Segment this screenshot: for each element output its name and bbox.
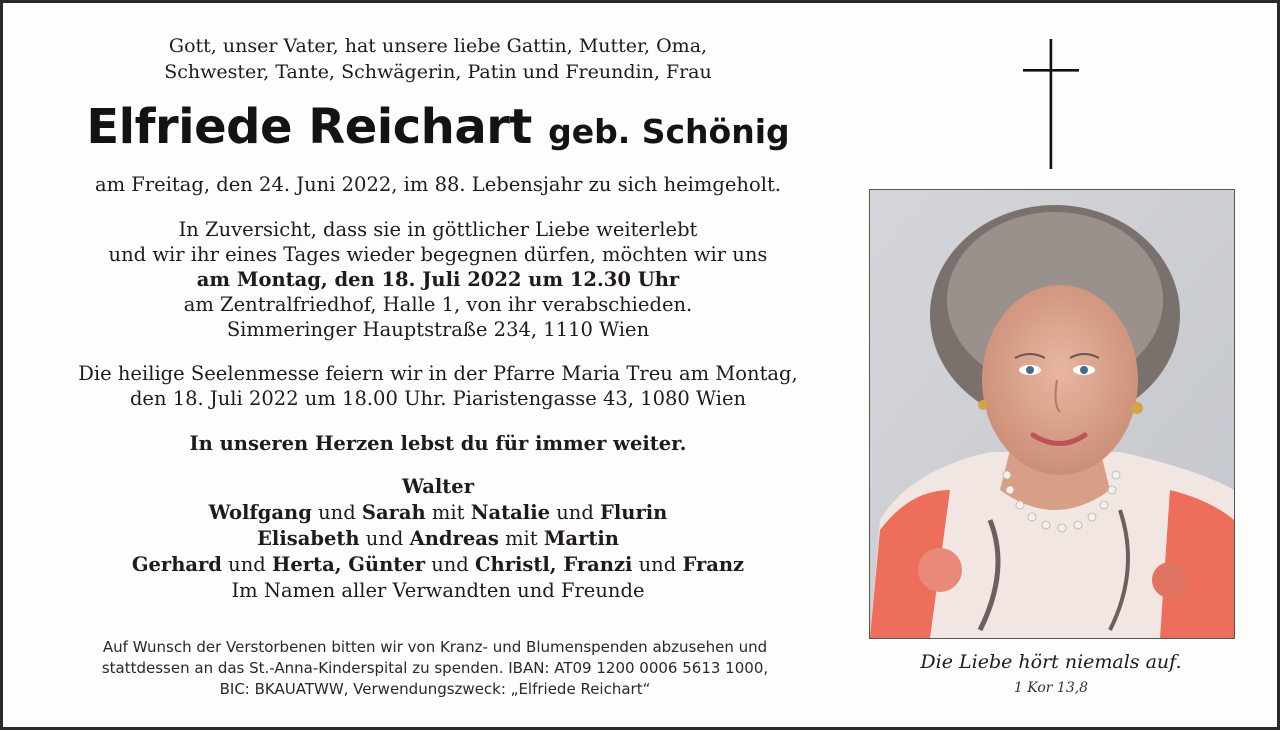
intro-line-2: Schwester, Tante, Schwägerin, Patin und Freundin, Frau <box>164 61 712 83</box>
notice-text-column <box>33 33 843 604</box>
portrait-photo <box>869 189 1235 639</box>
mourners-line-3: Elisabeth und Andreas mit Martin <box>257 527 619 550</box>
farewell-address: Simmeringer Hauptstraße 234, 1110 Wien <box>226 318 650 341</box>
footnote-line-3: BIC: BKAUATWW, Verwendungszweck: „Elfriede Reichart“ <box>219 680 651 698</box>
donation-footnote <box>51 637 819 700</box>
mourners-list <box>33 474 843 604</box>
farewell-line-2: und wir ihr eines Tages wieder begegnen dürfen, möchten wir uns <box>108 243 768 266</box>
mourners-line-2: Wolfgang und Sarah mit Natalie und Flurin <box>208 501 668 524</box>
farewell-paragraph <box>33 217 843 342</box>
farewell-date: am Montag, den 18. Juli 2022 um 12.30 Uhr <box>196 268 680 291</box>
cross-icon <box>1021 39 1081 169</box>
footnote-line-2: stattdessen an das St.-Anna-Kinderspital zu spenden. IBAN: AT09 1200 0006 5613 1000, <box>101 659 769 677</box>
bible-reference: 1 Kor 13,8 <box>1013 680 1089 696</box>
intro-line-1: Gott, unser Vater, hat unsere liebe Gattin, Mutter, Oma, <box>168 35 708 57</box>
mass-line-1: Die heilige Seelenmesse feiern wir in der Pfarre Maria Treu am Montag, <box>78 362 798 385</box>
intro-text <box>33 33 843 85</box>
footnote-line-1: Auf Wunsch der Verstorbenen bitten wir von Kranz- und Blumenspenden abzusehen und <box>102 638 768 656</box>
maiden-name: geb. Schönig <box>548 112 790 151</box>
mourners-line-1: Walter <box>402 475 474 498</box>
deceased-full-name: Elfriede Reichart <box>86 99 532 155</box>
mourners-closing: Im Namen aller Verwandten und Freunde <box>231 579 645 602</box>
mass-paragraph <box>33 361 843 411</box>
memorial-motto: In unseren Herzen lebst du für immer weiter. <box>189 432 687 455</box>
farewell-line-1: In Zuversicht, dass sie in göttlicher Liebe weiterlebt <box>178 218 698 241</box>
bible-quote: Die Liebe hört niemals auf. <box>920 651 1182 673</box>
mass-line-2: den 18. Juli 2022 um 18.00 Uhr. Piaristengasse 43, 1080 Wien <box>129 387 747 410</box>
farewell-location: am Zentralfriedhof, Halle 1, von ihr verabschieden. <box>183 293 693 316</box>
date-of-death: am Freitag, den 24. Juni 2022, im 88. Lebensjahr zu sich heimgeholt. <box>94 173 781 196</box>
mourners-line-4: Gerhard und Herta, Günter und Christl, Franzi und Franz <box>131 553 745 576</box>
deceased-name <box>33 97 843 162</box>
